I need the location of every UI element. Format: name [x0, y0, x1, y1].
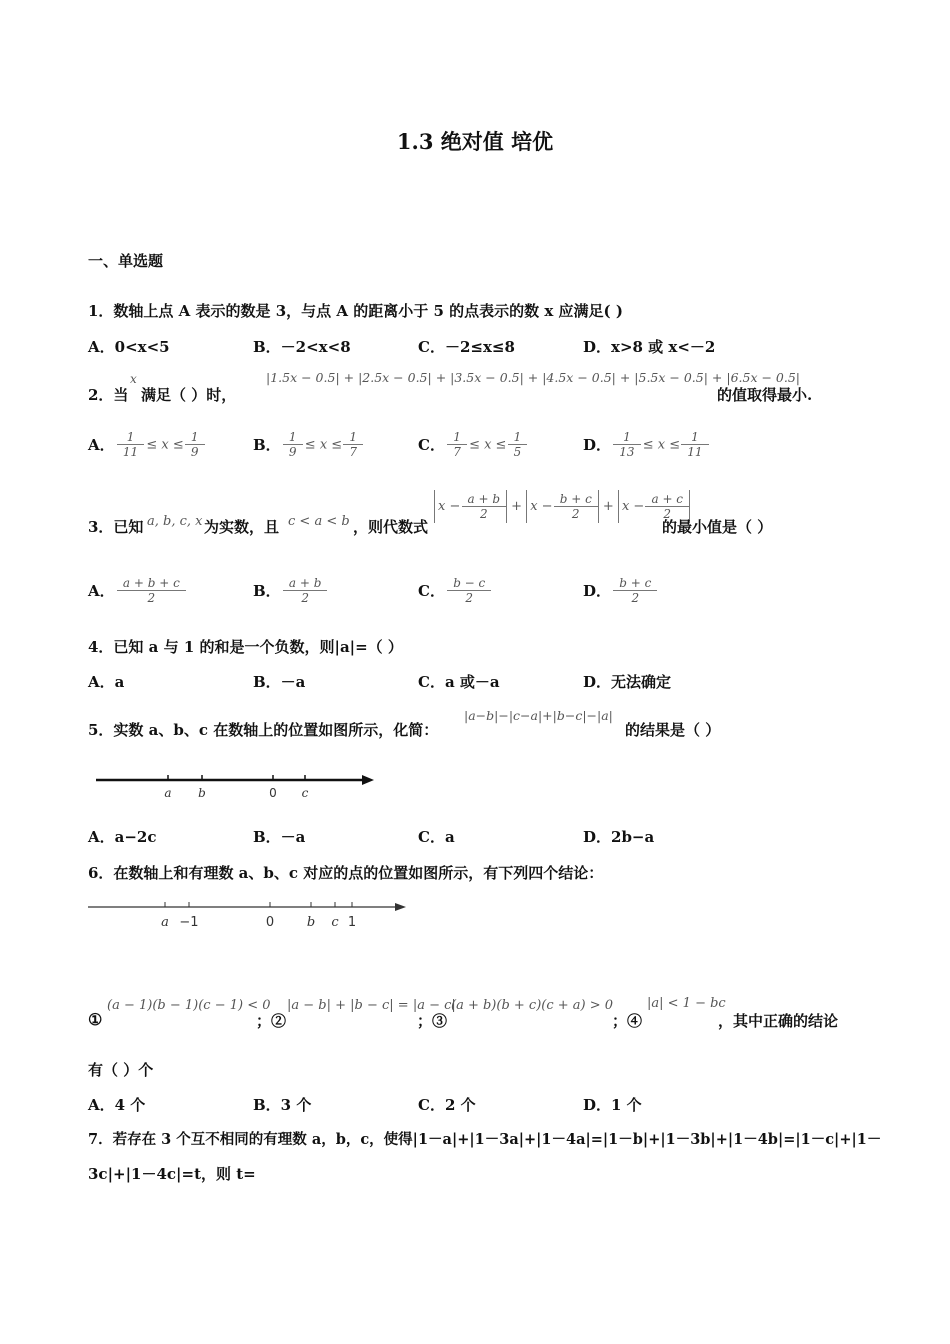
q4-option-b: B．－a [253, 673, 306, 691]
label-1: 1 [347, 915, 357, 930]
conclusion-1: (a − 1)(b − 1)(c − 1) < 0 [107, 998, 271, 1013]
question-2-expression: |1.5x − 0.5| + |2.5x − 0.5| + |3.5x − 0.5| + |4.5x − 0.5| + |5.5x − 0.5| + |6.5x − 0.5| [266, 370, 801, 385]
q2-option-b: B． $\frac{1}{9}$ ≤ x ≤ $\frac{1}{7}$ [253, 430, 360, 459]
question-7-line2: 3c|+|1－4c|=t，则 t= [88, 1165, 256, 1183]
question-3-prefix: 3．已知 [88, 518, 144, 536]
axis-arrow [395, 903, 406, 911]
question-4: 4．已知 a 与 1 的和是一个负数，则|a|=（ ） [88, 638, 403, 656]
conclusion-1-mark: ① [88, 1010, 103, 1029]
conclusion-4-mark: ；④ [612, 1012, 643, 1030]
q5-option-d: D．2b−a [583, 828, 655, 846]
question-2-suffix: 的值取得最小. [717, 386, 813, 404]
q6-option-d: D．1 个 [583, 1096, 642, 1114]
question-2-var: x [130, 372, 137, 386]
q4-option-c: C．a 或－a [418, 673, 500, 691]
question-5-expression: |a−b|−|c−a|+|b−c|−|a| [464, 708, 613, 723]
question-3-expression: x − $\frac{a + b}{2}$ + x − $\frac{b + c}{2}$ + x − $\frac{a + c}{2}$ [434, 490, 690, 523]
question-2-mid: 满足（ ）时， [141, 386, 237, 404]
q6-option-b: B．3 个 [253, 1096, 312, 1114]
question-5-suffix: 的结果是（ ） [625, 721, 721, 739]
question-6-line2: 有（ ）个 [88, 1061, 154, 1079]
question-3-condition: c < a < b [288, 514, 350, 529]
q6-option-a: A．4 个 [88, 1096, 146, 1114]
label-0: 0 [269, 786, 277, 800]
label-a: a [161, 915, 169, 930]
q5-option-b: B．－a [253, 828, 306, 846]
label-0: 0 [265, 915, 275, 930]
q3-option-c: C． $\frac{b - c}{2}$ [418, 576, 488, 605]
conclusion-3: (a + b)(b + c)(c + a) > 0 [451, 998, 614, 1013]
q4-option-a: A．a [88, 673, 125, 691]
page-title: 1.3 绝对值 培优 [396, 129, 554, 154]
question-6-tail: ，其中正确的结论 [718, 1012, 839, 1030]
q2-option-d: D． $\frac{1}{13}$ ≤ x ≤ $\frac{1}{11}$ [583, 430, 706, 459]
q1-option-a: A．0<x<5 [88, 338, 170, 356]
question-5-prefix: 5．实数 a、b、c 在数轴上的位置如图所示，化简： [88, 721, 439, 739]
q3-option-a: A． $\frac{a + b + c}{2}$ [88, 576, 183, 605]
label-minus-1: −1 [179, 915, 199, 930]
q4-option-d: D．无法确定 [583, 673, 672, 691]
q1-option-d: D．x>8 或 x<－2 [583, 338, 716, 356]
question-6: 6．在数轴上和有理数 a、b、c 对应的点的位置如图所示，有下列四个结论： [88, 864, 604, 882]
q1-option-b: B．－2<x<8 [253, 338, 351, 356]
question-3-mid2: ，则代数式 [353, 518, 429, 536]
question-3-suffix: 的最小值是（ ） [662, 518, 773, 536]
q6-number-line [86, 896, 408, 932]
conclusion-4: |a| < 1 − bc [647, 996, 726, 1011]
q6-option-c: C．2 个 [418, 1096, 476, 1114]
section-heading: 一、单选题 [88, 252, 164, 270]
axis-arrow [362, 775, 374, 785]
label-b: b [306, 915, 316, 930]
label-c: c [301, 786, 309, 800]
conclusion-3-mark: ；③ [417, 1012, 448, 1030]
q3-option-d: D． $\frac{b + c}{2}$ [583, 576, 654, 605]
question-1: 1．数轴上点 A 表示的数是 3，与点 A 的距离小于 5 的点表示的数 x 应满足( ) [88, 302, 623, 320]
conclusion-2: |a − b| + |b − c| = |a − c| [287, 998, 456, 1013]
conclusion-2-mark: ；② [256, 1012, 287, 1030]
label-a: a [164, 786, 172, 800]
q1-option-c: C．－2≤x≤8 [418, 338, 515, 356]
q2-option-a: A． $\frac{1}{11}$ ≤ x ≤ $\frac{1}{9}$ [88, 430, 202, 459]
label-c: c [331, 915, 339, 930]
question-3-mid1: 为实数，且 [204, 518, 280, 536]
q2-option-c: C． $\frac{1}{7}$ ≤ x ≤ $\frac{1}{5}$ [418, 430, 524, 459]
q5-option-c: C．a [418, 828, 455, 846]
question-2-prefix: 2．当 [88, 386, 129, 404]
q5-number-line [90, 768, 380, 802]
question-7-line1: 7．若存在 3 个互不相同的有理数 a，b，c，使得|1－a|+|1－3a|+|1－4a|=|1－b|+|1－3b|+|1－4b|=|1－c|+|1－ [88, 1131, 882, 1148]
label-b: b [198, 786, 206, 800]
question-3-vars: a, b, c, x [147, 514, 203, 529]
q5-option-a: A．a−2c [88, 828, 157, 846]
q3-option-b: B． $\frac{a + b}{2}$ [253, 576, 324, 605]
